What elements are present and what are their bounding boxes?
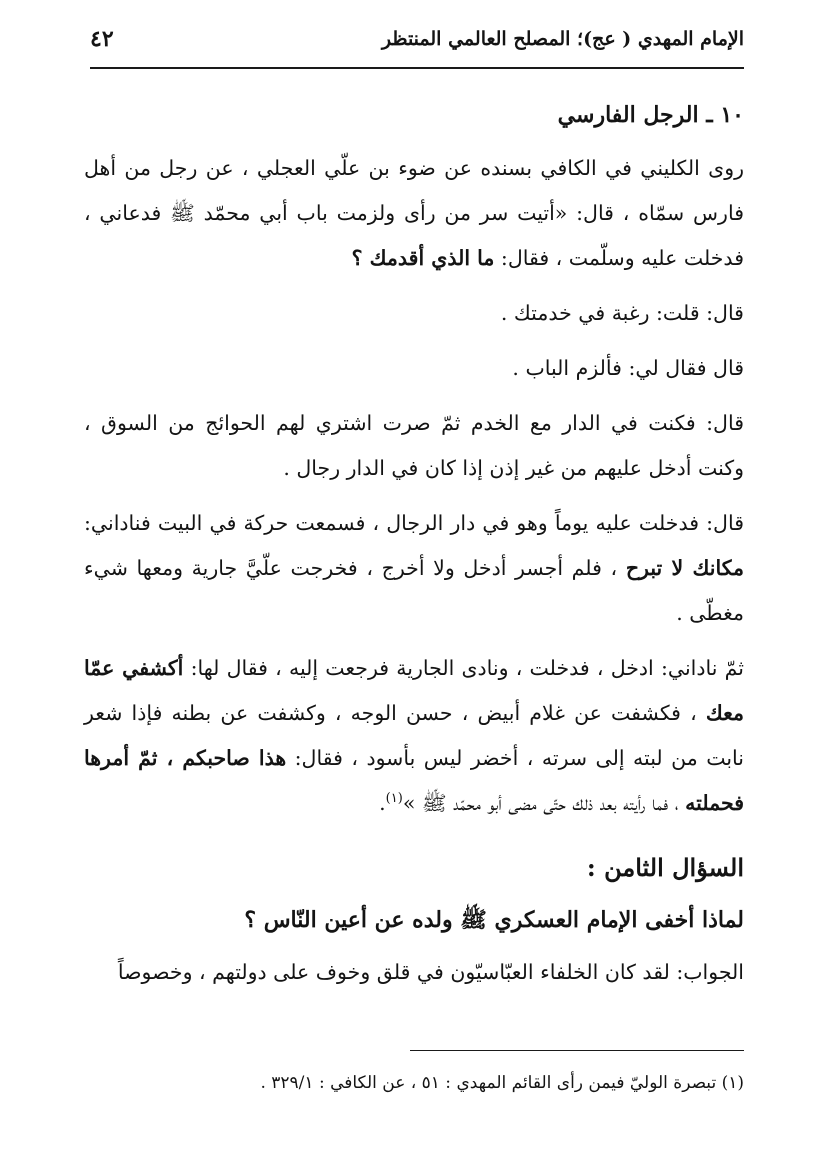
paragraph-1 xyxy=(84,146,744,281)
paragraph-1-quote: ما الذي أقدمك ؟ xyxy=(351,246,495,270)
paragraph-3-text: قال فقال لي: xyxy=(621,356,744,380)
section-heading: ١٠ ـ الرجل الفارسي xyxy=(557,102,744,128)
paragraph-6-text-d: ، فما رأيته بعد ذلك حتّى مضى أبو محمّد ﷺ » xyxy=(402,791,686,815)
paragraph-2-text: قال: قلت: xyxy=(649,301,744,325)
paragraph-6-end: . xyxy=(379,791,386,815)
paragraph-5-text-a: قال: فدخلت عليه يوماً وهو في دار الرجال ، فسمعت حركة في البيت فناداني: xyxy=(84,511,744,535)
answer-paragraph: الجواب: لقد كان الخلفاء العبّاسيّون في قلق وخوف على دولتهم ، وخصوصاً xyxy=(117,960,744,984)
footnote: (١) تبصرة الوليّ فيمن رأى القائم المهدي : ٥١ ، عن الكافي : ٣٢٩/١ . xyxy=(260,1073,744,1093)
paragraph-6-text-c: ، فكشفت عن غلام أبيض ، حسن الوجه ، وكشفت عن بطنه فإذا شعر نابت من لبته إلى سرته ، أخضر ليس بأسود ، فقال: xyxy=(84,701,744,770)
paragraph-2-reply: رغبة في خدمتك . xyxy=(500,301,650,325)
running-title: الإمام المهدي ( عج)؛ المصلح العالمي المنتظر xyxy=(381,28,744,50)
paragraph-2 xyxy=(84,291,744,336)
question-heading: السؤال الثامن : xyxy=(586,853,744,882)
footnote-reference: (١) xyxy=(385,791,403,807)
paragraph-6-quote-b: أكشفي عمّا معك xyxy=(84,656,744,725)
paragraph-6-text-a: ثمّ ناداني: xyxy=(653,656,744,680)
page-number: ٤٢ xyxy=(90,26,114,52)
paragraph-6-quote-c: هذا صاحبكم ، ثمّ أمرها فحملته xyxy=(84,746,744,815)
question-subheading: لماذا أخفى الإمام العسكري ﷺ ولده عن أعين النّاس ؟ xyxy=(244,907,744,933)
page-header xyxy=(90,22,744,66)
paragraph-3 xyxy=(84,346,744,391)
paragraph-6 xyxy=(84,646,744,826)
paragraph-6-quote-a: ادخل xyxy=(610,656,654,680)
main-text xyxy=(84,92,744,1005)
paragraph-5 xyxy=(84,501,744,636)
paragraph-5-text-b: ، فلم أجسر أدخل ولا أخرج ، فخرجت علّيَّ جارية ومعها شيء مغطّى . xyxy=(84,556,744,625)
paragraph-6-text-b: ، فدخلت ، ونادى الجارية فرجعت إليه ، فقال لها: xyxy=(183,656,611,680)
footnote-rule xyxy=(410,1050,744,1051)
paragraph-3-reply: فألزم الباب . xyxy=(512,356,622,380)
header-rule xyxy=(90,67,744,69)
paragraph-1-text: روى الكليني في الكافي بسنده عن ضوء بن علّي العجلي ، عن رجل من أهل فارس سمّاه ، قال: «أتيت سر من رأى ولزمت باب أبي محمّد ﷺ فدعاني ، فدخلت عليه وسلّمت ، فقال: xyxy=(84,156,744,270)
paragraph-4: قال: فكنت في الدار مع الخدم ثمّ صرت اشتري لهم الحوائج من السوق ، وكنت أدخل عليهم من غير إذن إذا كان في الدار رجال . xyxy=(84,411,744,480)
paragraph-5-quote: مكانك لا تبرح xyxy=(625,556,744,580)
